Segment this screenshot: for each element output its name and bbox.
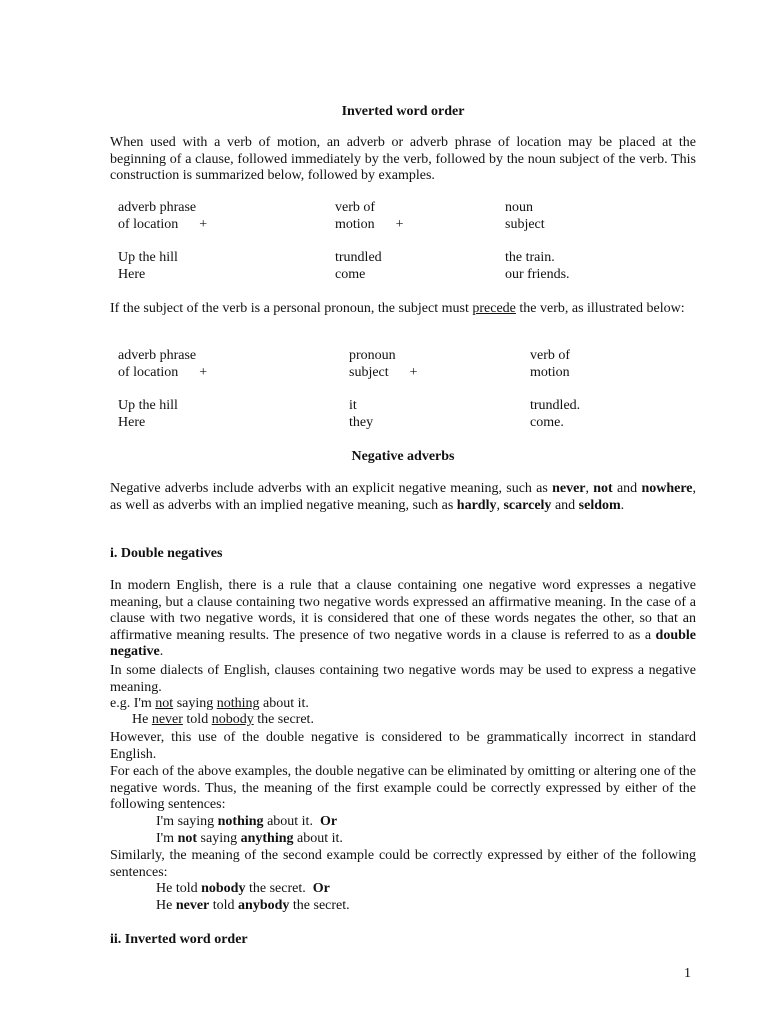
table-cell: of location + bbox=[118, 364, 208, 380]
table-cell: noun bbox=[505, 200, 533, 215]
table-cell: of location + bbox=[118, 216, 208, 232]
double-negative-paragraph-5: Similarly, the meaning of the second example could be correctly expressed by either of the following sentences: bbox=[110, 848, 696, 880]
table-cell: Up the hill bbox=[118, 398, 178, 413]
table-cell: Here bbox=[118, 266, 146, 282]
text-run: told bbox=[182, 712, 212, 727]
table-cell: Up the hill bbox=[118, 250, 178, 265]
bold-term: Or bbox=[319, 814, 338, 829]
text-run: the verb, as illustrated below: bbox=[515, 301, 685, 316]
table-cell: come bbox=[335, 266, 366, 282]
bold-term: double negative bbox=[110, 627, 696, 659]
bold-term: anything bbox=[240, 831, 294, 846]
text-run: , as well as adverbs with an implied negative meaning, such as bbox=[110, 481, 697, 513]
text-run: about it. bbox=[293, 831, 343, 846]
table-cell: they bbox=[349, 414, 374, 430]
example-line bbox=[110, 814, 742, 831]
table-cell: it bbox=[349, 398, 357, 413]
table-row bbox=[110, 200, 696, 217]
section-heading-inverted-word-order: ii. Inverted word order bbox=[110, 932, 248, 947]
text-run: . bbox=[159, 644, 164, 659]
table-row bbox=[110, 267, 696, 284]
text-run: and bbox=[612, 481, 642, 496]
section-title-negative-adverbs: Negative adverbs bbox=[351, 449, 455, 464]
table-row bbox=[110, 398, 696, 415]
text-run: about it. bbox=[263, 814, 320, 829]
bold-term: scarcely bbox=[503, 497, 552, 513]
bold-term: Or bbox=[312, 881, 330, 896]
table-cell: trundled. bbox=[530, 398, 581, 413]
table-cell: adverb phrase bbox=[118, 200, 197, 215]
table-row bbox=[110, 250, 696, 267]
text-run: He bbox=[156, 898, 176, 913]
bold-term: nobody bbox=[201, 881, 246, 896]
text-run: the secret. bbox=[253, 712, 314, 727]
table-cell: pronoun bbox=[349, 348, 396, 363]
table-cell: subject bbox=[505, 216, 545, 232]
text-run: about it. bbox=[259, 696, 309, 711]
table-spacer bbox=[110, 381, 696, 398]
text-run: , bbox=[585, 481, 594, 496]
double-negative-paragraph-1 bbox=[110, 578, 696, 661]
text-run: saying bbox=[197, 831, 241, 846]
intro-paragraph: When used with a verb of motion, an adverb or adverb phrase of location may be placed at the beginning of a clause, followed immediately by the verb, followed by the noun subject of the verb. This construction is summarized below, followed by examples. bbox=[110, 135, 696, 183]
bold-term: nowhere bbox=[641, 481, 693, 496]
construction-table-2 bbox=[110, 348, 696, 431]
negative-adverbs-paragraph bbox=[110, 481, 696, 514]
table-cell: subject + bbox=[349, 364, 418, 380]
example-line bbox=[110, 696, 696, 713]
page-title: Inverted word order bbox=[341, 104, 465, 119]
underlined-word: not bbox=[155, 696, 174, 711]
bold-term: nothing bbox=[217, 814, 264, 829]
bold-term: never bbox=[175, 898, 210, 913]
bold-term: seldom bbox=[578, 497, 621, 513]
underlined-word: nothing bbox=[216, 696, 260, 711]
table-cell: verb of bbox=[335, 200, 376, 215]
page-number: 1 bbox=[684, 966, 691, 981]
table-spacer bbox=[110, 233, 696, 250]
example-line bbox=[110, 712, 718, 729]
table-row bbox=[110, 217, 696, 234]
table-row bbox=[110, 415, 696, 432]
underlined-word: never bbox=[151, 712, 183, 727]
text-run: I'm bbox=[156, 831, 178, 846]
text-run: Negative adverbs include adverbs with an explicit negative meaning, such as bbox=[110, 481, 553, 496]
underlined-word: precede bbox=[472, 301, 516, 316]
text-run: and bbox=[551, 497, 579, 513]
construction-table-1 bbox=[110, 200, 696, 283]
table-cell: Here bbox=[118, 414, 146, 430]
example-line bbox=[110, 898, 742, 915]
text-run: If the subject of the verb is a personal pronoun, the subject must bbox=[110, 301, 473, 316]
double-negative-paragraph-4: For each of the above examples, the double negative can be eliminated by omitting or altering one of the negative words. Thus, the meaning of the first example could be correctly expressed by either of the following sentences: bbox=[110, 764, 696, 812]
table-cell: come. bbox=[530, 414, 564, 430]
text-run: He bbox=[132, 712, 152, 727]
table-row bbox=[110, 365, 696, 382]
text-run: I'm saying bbox=[156, 814, 218, 829]
table-cell: motion bbox=[530, 364, 570, 380]
text-run: , bbox=[496, 497, 504, 513]
text-run: told bbox=[209, 898, 239, 913]
text-run: the secret. bbox=[289, 898, 350, 913]
example-line bbox=[110, 831, 742, 848]
bold-term: hardly bbox=[456, 497, 497, 513]
double-negative-paragraph-2: In some dialects of English, clauses containing two negative words may be used to express a negative meaning. bbox=[110, 663, 696, 695]
text-run: . bbox=[620, 497, 625, 513]
bold-term: not bbox=[593, 481, 613, 496]
table-cell: adverb phrase bbox=[118, 348, 197, 363]
table-row bbox=[110, 348, 696, 365]
table-cell: trundled bbox=[335, 250, 382, 265]
table-cell: verb of bbox=[530, 348, 571, 363]
text-run: He told bbox=[156, 881, 202, 896]
underlined-word: nobody bbox=[211, 712, 254, 727]
pronoun-paragraph bbox=[110, 301, 696, 318]
text-run: saying bbox=[173, 696, 217, 711]
bold-term: not bbox=[177, 831, 198, 846]
table-cell: our friends. bbox=[505, 266, 570, 282]
bold-term: anybody bbox=[238, 898, 290, 913]
section-heading-double-negatives: i. Double negatives bbox=[110, 546, 223, 561]
table-cell: motion + bbox=[335, 216, 404, 232]
text-run: e.g. I'm bbox=[110, 696, 156, 711]
example-line bbox=[110, 881, 742, 898]
bold-term: never bbox=[552, 481, 586, 496]
text-run: the secret. bbox=[245, 881, 313, 896]
double-negative-paragraph-3: However, this use of the double negative is considered to be grammatically incorrect in standard English. bbox=[110, 730, 696, 762]
text-run: In modern English, there is a rule that a clause containing one negative word expresses a negative meaning, but a clause containing two negative words expressed an affirmative meaning. In the case of a clause with two negative words, it is considered that one of these words negates the other, so that an affirmative meaning results. The presence of two negative words in a clause is referred to as a bbox=[110, 578, 696, 643]
table-cell: the train. bbox=[505, 250, 555, 265]
